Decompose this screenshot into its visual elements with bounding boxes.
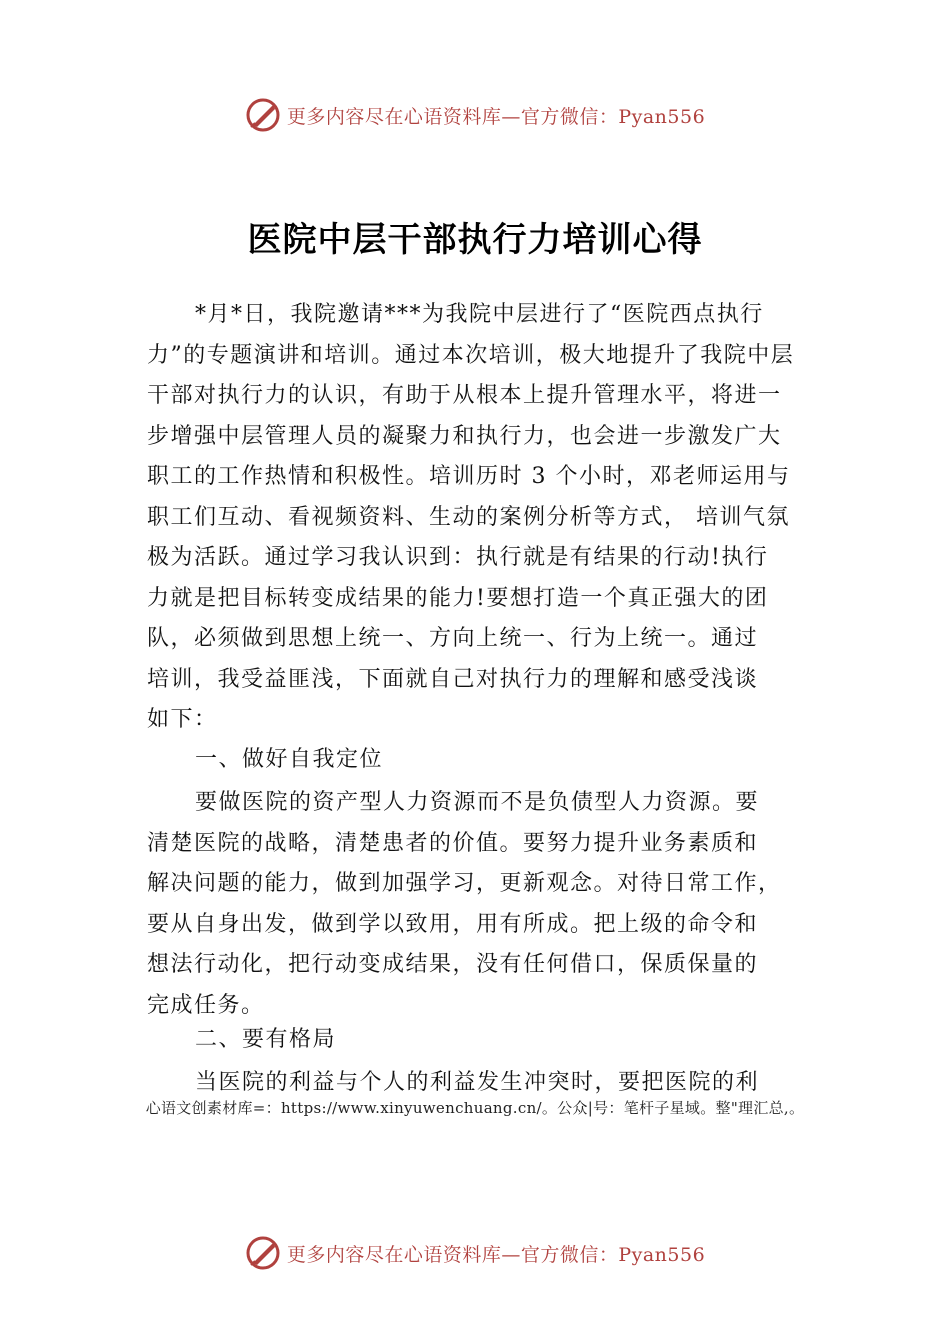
text-line: 极为活跃。通过学习我认识到：执行就是有结果的行动!执行: [147, 545, 769, 570]
text-line: 要从自身出发，做到学以致用，用有所成。把上级的命令和: [147, 911, 759, 937]
text-line: 培训，我受益匪浅，下面就自己对执行力的理解和感受浅谈: [147, 666, 759, 692]
text-line: 步增强中层管理人员的凝聚力和执行力，也会进一步激发广大: [147, 423, 782, 449]
section-heading-2: 二、要有格局: [195, 1027, 337, 1052]
text-line: 职工们互动、看视频资料、生动的案例分析等方式， 培训气氛: [147, 504, 790, 530]
text-line: 干部对执行力的认识，有助于从根本上提升管理水平，将进一: [147, 383, 782, 408]
text-line: 力”的专题演讲和培训。通过本次培训，极大地提升了我院中层: [147, 342, 795, 368]
quill-logo-icon: [245, 1235, 281, 1271]
text-line: 当医院的利益与个人的利益发生冲突时，要把医院的利: [195, 1070, 760, 1095]
paragraph-2: [147, 783, 782, 1026]
banner-text: 更多内容尽在心语资料库—官方微信：Pyan556: [286, 1243, 706, 1266]
text-line: 队，必须做到思想上统一、方向上统一、行为上统一。通过: [147, 626, 759, 651]
text-line: 想法行动化，把行动变成结果，没有任何借口，保质保量的: [147, 952, 759, 977]
quill-logo-icon: [245, 97, 281, 133]
text-line: 职工的工作热情和积极性。培训历时 3 个小时，邓老师运用与: [147, 464, 791, 489]
text-line: 力就是把目标转变成结果的能力!要想打造一个真正强大的团: [147, 585, 769, 611]
top-banner: [0, 95, 950, 135]
section-heading-1: 一、做好自我定位: [195, 747, 384, 772]
text-line: 解决问题的能力，做到加强学习，更新观念。对待日常工作，: [147, 871, 782, 896]
text-line: 要做医院的资产型人力资源而不是负债型人力资源。要: [195, 790, 760, 815]
paragraph-1: [147, 295, 794, 741]
text-line: 完成任务。: [147, 992, 265, 1018]
text-line: 如下：: [147, 707, 218, 732]
text-line: *月*日，我院邀请***为我院中层进行了“医院西点执行: [195, 302, 764, 327]
banner-text: 更多内容尽在心语资料库—官方微信：Pyan556: [286, 105, 706, 128]
bottom-banner: [0, 1233, 950, 1273]
text-line: 清楚医院的战略，清楚患者的价值。要努力提升业务素质和: [147, 830, 759, 856]
source-footnote: 心语文创素材库=：https://www.xinyuwenchuang.cn/。公众|号：笔杆子星域。整"理汇总,。: [145, 1099, 805, 1117]
document-title: 医院中层干部执行力培训心得: [247, 220, 703, 260]
